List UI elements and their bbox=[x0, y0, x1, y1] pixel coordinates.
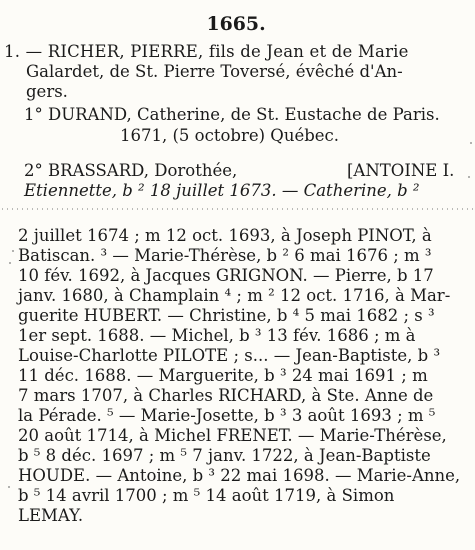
second-marriage-father-ref: [ANTOINE I. bbox=[347, 161, 455, 180]
children-line-7: Louise-Charlotte PILOTE ; s... — Jean-Baptiste, b ³ bbox=[18, 346, 441, 365]
children-line-3: 10 fév. 1692, à Jacques GRIGNON. — Pierre, b 17 bbox=[18, 266, 434, 285]
second-marriage-line-2: Etiennette, b ² 18 juillet 1673. — Catherine, b ² bbox=[24, 181, 420, 200]
children-line-9: 7 mars 1707, à Charles RICHARD, à Ste. Anne de bbox=[18, 386, 434, 405]
scan-speck bbox=[470, 142, 472, 144]
children-line-8: 11 déc. 1688. — Marguerite, b ³ 24 mai 1691 ; m bbox=[18, 366, 428, 385]
children-line-14: b ⁵ 14 avril 1700 ; m ⁵ 14 août 1719, à Simon bbox=[18, 486, 395, 505]
children-line-6: 1er sept. 1688. — Michel, b ³ 13 fév. 1686 ; m à bbox=[18, 326, 416, 345]
children-line-15: LEMAY. bbox=[18, 506, 84, 525]
year-heading: 1665. bbox=[206, 13, 266, 35]
page-break-divider bbox=[0, 203, 475, 215]
first-marriage-line-2: 1671, (5 octobre) Québec. bbox=[120, 126, 340, 145]
children-line-10: la Pérade. ⁵ — Marie-Josette, b ³ 3 août 1693 ; m ⁵ bbox=[18, 406, 436, 425]
children-line-4: janv. 1680, à Champlain ⁴ ; m ² 12 oct. 1716, à Mar- bbox=[18, 286, 451, 305]
scan-speck bbox=[8, 486, 10, 488]
second-marriage-line-1: 2° BRASSARD, Dorothée, bbox=[24, 161, 238, 180]
entry-line-2: Galardet, de St. Pierre Toversé, évêché d'An- bbox=[26, 62, 403, 81]
children-line-11: 20 août 1714, à Michel FRENET. — Marie-Thérèse, bbox=[18, 426, 447, 445]
children-line-1: 2 juillet 1674 ; m 12 oct. 1693, à Joseph PINOT, à bbox=[18, 226, 432, 245]
children-line-5: guerite HUBERT. — Christine, b ⁴ 5 mai 1682 ; s ³ bbox=[18, 306, 435, 325]
children-line-12: b ⁵ 8 déc. 1697 ; m ⁵ 7 janv. 1722, à Jean-Baptiste bbox=[18, 446, 431, 465]
scan-speck bbox=[9, 262, 11, 264]
scan-speck bbox=[468, 176, 470, 178]
children-line-2: Batiscan. ³ — Marie-Thérèse, b ² 6 mai 1676 ; m ³ bbox=[18, 246, 432, 265]
entry-line-3: gers. bbox=[26, 82, 68, 101]
scan-speck bbox=[12, 250, 14, 252]
children-line-13: HOUDE. — Antoine, b ³ 22 mai 1698. — Marie-Anne, bbox=[18, 466, 461, 485]
first-marriage-line-1: 1° DURAND, Catherine, de St. Eustache de Paris. bbox=[24, 105, 440, 124]
entry-line-1: 1. — RICHER, PIERRE, fils de Jean et de Marie bbox=[4, 42, 409, 61]
